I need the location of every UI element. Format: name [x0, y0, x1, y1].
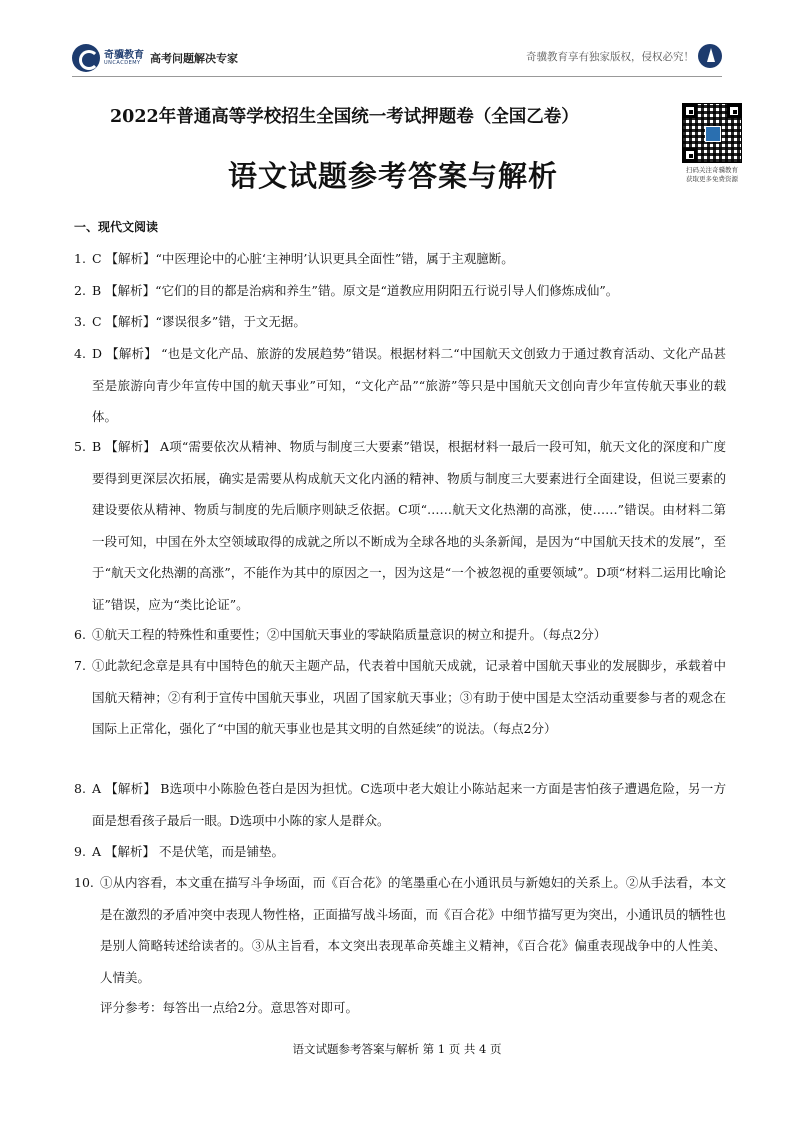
scoring-note-text: 评分参考：每答出一点给2分。意思答对即可。 — [100, 1000, 358, 1015]
item-text: ①此款纪念章是具有中国特色的航天主题产品，代表着中国航天成就，记录着中国航天事业的发展脚步，承载着中国航天精神；②有利于宣传中国航天事业，巩固了国家航天事业；③有助于使中国是太空活动重要参与者的观念在国际上正常化，强化了“中国的航天事业也是其文明的自然延续”的说法。（每点2分） — [92, 658, 726, 736]
exam-title: 2022年普通高等学校招生全国统一考试押题卷（全国乙卷） — [110, 107, 579, 127]
item-text: B 【解析】“它们的目的都是治病和养生”错。原文是“道教应用阴阳五行说引导人们修炼成仙”。 — [92, 283, 619, 298]
item-text: D 【解析】 “也是文化产品、旅游的发展趋势”错误。根据材料二“中国航天文创致力于通过教育活动、文化产品甚至是旅游向青少年宣传中国的航天事业”可知，“文化产品”“旅游”等只是中国航天文创向青少年宣传航天事业的载体。 — [92, 346, 726, 424]
item-number: 4. — [74, 346, 86, 361]
item-text: C 【解析】“谬误很多”错，于文无据。 — [92, 314, 306, 329]
item-text: ①航天工程的特殊性和重要性；②中国航天事业的零缺陷质量意识的树立和提升。（每点2分） — [92, 627, 607, 642]
header-copyright — [526, 44, 722, 68]
logo-icon — [72, 44, 100, 72]
item-text: A 【解析】 B选项中小陈脸色苍白是因为担忧。C选项中老大娘让小陈站起来一方面是害怕孩子遭遇危险，另一方面是想看孩子最后一眼。D选项中小陈的家人是群众。 — [92, 781, 726, 828]
section-title: 一、现代文阅读 — [74, 220, 159, 234]
answer-item — [74, 306, 726, 338]
brand-cn: 奇骥教育 — [104, 49, 144, 61]
header-brand — [72, 44, 238, 72]
item-text: A 【解析】 不是伏笔，而是铺垫。 — [92, 844, 284, 859]
brand-en: UNCACDEMY — [104, 59, 141, 66]
answer-item — [74, 650, 726, 745]
item-number: 2. — [74, 283, 86, 298]
answer-item — [74, 243, 726, 275]
item-number: 10. — [74, 875, 94, 890]
answer-item — [74, 867, 726, 993]
scoring-note — [74, 992, 726, 1024]
header-divider — [72, 76, 722, 77]
item-number: 8. — [74, 781, 86, 796]
document-title: 语文试题参考答案与解析 — [228, 159, 559, 193]
item-number: 6. — [74, 627, 86, 642]
item-text: B 【解析】 A项“需要依次从精神、物质与制度三大要素”错误，根据材料一最后一段可知，航天文化的深度和广度要得到更深层次拓展，确实是需要从构成航天文化内涵的精神、物质与制度三大要素进行全面建设，但说三要素的建设要依从精神、物质与制度的先后顺序则缺乏依据。C项“……航天文化热潮的高涨，使……”错误。由材料二第一段可知，中国在外太空领域取得的成就之所以不断成为全球各地的头条新闻，是因为“中国航天技术的发展”，至于“航天文化热潮的高涨”，不能作为其中的原因之一，因为这是“一个被忽视的重要领域”。D项“材料二运用比喻论证”错误，应为“类比论证”。 — [92, 439, 726, 612]
item-number: 9. — [74, 844, 86, 859]
brand-slogan: 高考问题解决专家 — [150, 52, 238, 65]
answer-item — [74, 773, 726, 836]
item-number: 5. — [74, 439, 86, 454]
qr-caption-line1: 扫码关注奇骥教育 — [686, 166, 738, 174]
item-number: 7. — [74, 658, 86, 673]
item-text: C 【解析】“中医理论中的心脏‘主神明’认识更具全面性”错，属于主观臆断。 — [92, 251, 514, 266]
page-footer: 语文试题参考答案与解析 第 1 页 共 4 页 — [292, 1042, 502, 1056]
copyright-text: 奇骥教育享有独家版权，侵权必究！ — [526, 50, 694, 63]
qr-code-icon — [682, 103, 742, 163]
qr-caption-line2: 获取更多免费资源 — [686, 175, 738, 183]
answer-item — [74, 431, 726, 620]
unicorn-logo-icon — [698, 44, 722, 68]
item-number: 3. — [74, 314, 86, 329]
qr-caption — [676, 166, 748, 184]
answer-item — [74, 338, 726, 433]
item-text: ①从内容看，本文重在描写斗争场面，而《百合花》的笔墨重心在小通讯员与新媳妇的关系上。②从手法看，本文是在激烈的矛盾冲突中表现人物性格，正面描写战斗场面，而《百合花》中细节描写更为突出，小通讯员的牺牲也是别人简略转述给读者的。③从主旨看，本文突出表现革命英雄主义精神，《百合花》偏重表现战争中的人性美、人情美。 — [100, 875, 726, 985]
brand-name — [104, 51, 144, 66]
answer-item — [74, 275, 726, 307]
answer-item — [74, 619, 726, 651]
answer-item — [74, 836, 726, 868]
item-number: 1. — [74, 251, 86, 266]
